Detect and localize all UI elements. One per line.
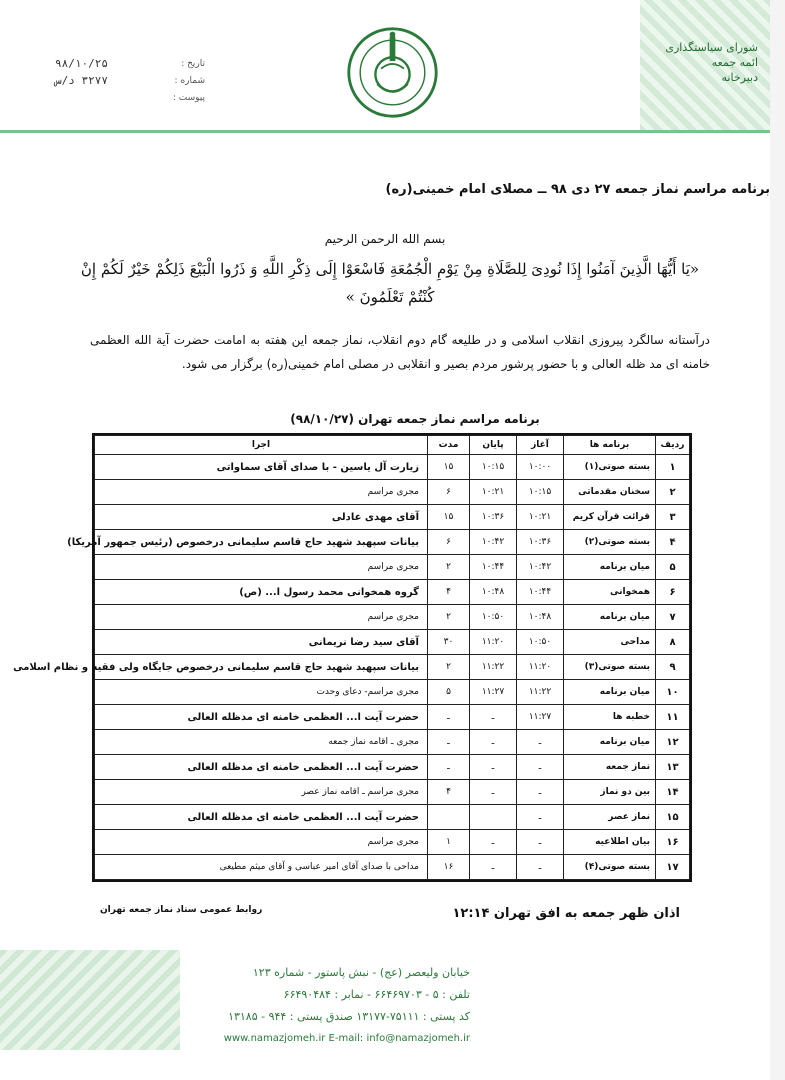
footer-web: www.namazjomeh.ir E-mail: info@namazjomeh.ir: [223, 1033, 470, 1044]
letterhead: [0, 0, 770, 140]
row-duration: ـ: [428, 755, 470, 780]
basmala: بسم الله الرحمن الرحیم: [324, 232, 446, 246]
row-end: ۱۰:۳۶: [470, 505, 517, 530]
row-end: ـ: [470, 780, 517, 805]
intro-paragraph: درآستانه سالگرد پیروزی انقلاب اسلامی و در طلیعه گام دوم انقلاب، نماز جمعه این هفته به امامت حضرت آیة الله العظمی خامنه ای مد ظله العالی و با حضور پرشور مردم بصیر و انقلابی در مصلی امام خمینی(ره) برگزار می شود.: [90, 333, 710, 371]
row-end: ـ: [470, 755, 517, 780]
row-start: ۱۰:۴۲: [517, 555, 564, 580]
row-duration: ۱: [428, 830, 470, 855]
row-radif: ۷: [656, 605, 690, 630]
attachment-label: پیوست :: [172, 92, 205, 103]
row-start: ۱۰:۱۵: [517, 480, 564, 505]
row-start: ۱۰:۴۸: [517, 605, 564, 630]
row-program: نماز عصر: [564, 805, 656, 830]
row-performer: مجری مراسم ـ اقامه نماز عصر: [95, 780, 428, 805]
row-performer: آقای سید رضا نریمانی: [95, 630, 428, 655]
row-start: ـ: [517, 855, 564, 880]
row-performer: مجری مراسم: [95, 605, 428, 630]
row-program: قرائت قرآن کریم: [564, 505, 656, 530]
footer-ornament: [0, 950, 180, 1050]
row-duration: ۶: [428, 530, 470, 555]
row-performer: مجری مراسم: [95, 480, 428, 505]
row-radif: ۱۳: [656, 755, 690, 780]
row-duration: ۵: [428, 680, 470, 705]
row-duration: ـ: [428, 705, 470, 730]
friday-prayer-emblem-icon: [345, 25, 440, 120]
row-performer: زیارت آل یاسین - با صدای آقای سماواتی: [95, 455, 428, 480]
table-row: [95, 680, 690, 705]
row-duration: ۲: [428, 655, 470, 680]
table-row: [95, 730, 690, 755]
row-start: ۱۰:۳۶: [517, 530, 564, 555]
row-end: [470, 805, 517, 830]
table-row: [95, 455, 690, 480]
row-duration: ۳۰: [428, 630, 470, 655]
row-duration: ۲: [428, 605, 470, 630]
row-performer: مجری مراسم- دعای وحدت: [95, 680, 428, 705]
row-start: ـ: [517, 730, 564, 755]
row-duration: ۶: [428, 480, 470, 505]
row-performer: مجری مراسم: [95, 555, 428, 580]
table-row: [95, 805, 690, 830]
row-duration: ۱۶: [428, 855, 470, 880]
row-radif: ۱۵: [656, 805, 690, 830]
org-line-1: شورای سیاستگذاری: [665, 41, 758, 54]
letter-meta: [55, 55, 205, 106]
row-program: میان برنامه: [564, 680, 656, 705]
row-duration: ۲: [428, 555, 470, 580]
table-row: [95, 480, 690, 505]
row-start: ۱۰:۴۴: [517, 580, 564, 605]
header-performer: اجرا: [95, 436, 428, 455]
row-start: ـ: [517, 755, 564, 780]
table-row: [95, 780, 690, 805]
row-radif: ۱۷: [656, 855, 690, 880]
date-label: تاریخ :: [181, 58, 205, 69]
row-radif: ۱۱: [656, 705, 690, 730]
row-radif: ۱۶: [656, 830, 690, 855]
header-end: پایان: [470, 436, 517, 455]
row-radif: ۲: [656, 480, 690, 505]
row-program: میان برنامه: [564, 605, 656, 630]
number-value: ۳۲۷۷ د/س: [55, 74, 108, 87]
row-radif: ۹: [656, 655, 690, 680]
row-duration: ۱۵: [428, 505, 470, 530]
table-title: برنامه مراسم نماز جمعه تهران (۹۸/۱۰/۲۷): [290, 412, 540, 426]
table-row: [95, 555, 690, 580]
schedule-table: [13, 433, 692, 882]
row-radif: ۶: [656, 580, 690, 605]
table-row: [95, 705, 690, 730]
row-performer: مداحی با صدای آقای امیر عباسی و آقای میثم مطیعی: [95, 855, 428, 880]
table-row: [95, 505, 690, 530]
row-program: سخنان مقدماتی: [564, 480, 656, 505]
row-radif: ۸: [656, 630, 690, 655]
row-duration: [428, 805, 470, 830]
row-end: ۱۰:۵۰: [470, 605, 517, 630]
footer-address: خیابان ولیعصر (عج) - نبش پاستور - شماره ۱۲۳: [252, 966, 470, 979]
row-program: همخوانی: [564, 580, 656, 605]
row-program: نماز جمعه: [564, 755, 656, 780]
row-performer: گروه همخوانی محمد رسول ا... (ص): [95, 580, 428, 605]
row-end: ـ: [470, 855, 517, 880]
row-radif: ۴: [656, 530, 690, 555]
row-radif: ۱۰: [656, 680, 690, 705]
row-start: ۱۰:۲۱: [517, 505, 564, 530]
org-line-3: دبیرخانه: [721, 71, 758, 84]
header-duration: مدت: [428, 436, 470, 455]
table-row: [95, 580, 690, 605]
row-end: ـ: [470, 730, 517, 755]
table-row: [95, 655, 690, 680]
page-edge: [770, 0, 785, 1080]
row-start: ـ: [517, 805, 564, 830]
organization-name: [648, 40, 758, 85]
number-label: شماره :: [174, 75, 205, 86]
row-end: ۱۰:۴۴: [470, 555, 517, 580]
table-row: [95, 830, 690, 855]
row-start: ـ: [517, 780, 564, 805]
row-program: بسته صوتی(۲): [564, 530, 656, 555]
row-program: مداحی: [564, 630, 656, 655]
date-value: ۹۸/۱۰/۲۵: [55, 57, 108, 70]
row-performer: مجری مراسم: [95, 830, 428, 855]
row-performer: حضرت آیت ا... العظمی خامنه ای مدظله العالی: [95, 755, 428, 780]
row-performer: مجری ـ اقامه نماز جمعه: [95, 730, 428, 755]
header-radif: ردیف: [656, 436, 690, 455]
row-end: ۱۰:۱۵: [470, 455, 517, 480]
row-end: ـ: [470, 705, 517, 730]
footer-contact: [200, 962, 470, 1050]
row-start: ـ: [517, 830, 564, 855]
row-performer: بیانات سپهبد شهید حاج قاسم سلیمانی درخصوص جایگاه ولی فقیه و نظام اسلامی: [95, 655, 428, 680]
row-duration: ۴: [428, 780, 470, 805]
row-start: ۱۰:۵۰: [517, 630, 564, 655]
row-radif: ۵: [656, 555, 690, 580]
header-program: برنامه ها: [564, 436, 656, 455]
row-duration: ـ: [428, 730, 470, 755]
table-row: [95, 855, 690, 880]
row-program: خطبه ها: [564, 705, 656, 730]
row-end: ۱۱:۲۷: [470, 680, 517, 705]
row-performer: حضرت آیت ا... العظمی خامنه ای مدظله العالی: [95, 705, 428, 730]
row-radif: ۳: [656, 505, 690, 530]
row-end: ۱۱:۲۲: [470, 655, 517, 680]
row-end: ـ: [470, 830, 517, 855]
table-row: [95, 605, 690, 630]
row-program: میان برنامه: [564, 730, 656, 755]
document-title: برنامه مراسم نماز جمعه ۲۷ دی ۹۸ ــ مصلای امام خمینی(ره): [385, 182, 770, 197]
quran-verse: «یَا أَیُّهَا الَّذِینَ آمَنُوا إِذَا نُودِیَ لِلصَّلَاةِ مِنْ یَوْمِ الْجُمُعَةِ فَاسْعَوْا إِلَی ذِکْرِ اللَّهِ وَ ذَرُوا الْبَیْعَ ذَلِکُمْ خَیْرٌ لَکُمْ إِنْ کُنْتُمْ تَعْلَمُونَ »: [80, 260, 700, 306]
footer-phone: تلفن : ۵ - ۶۶۴۶۹۷۰۳ - نمابر : ۶۶۴۹۰۴۸۴: [283, 988, 470, 1001]
row-performer: آقای مهدی عادلی: [95, 505, 428, 530]
org-line-2: ائمه جمعه: [711, 56, 758, 69]
row-radif: ۱۴: [656, 780, 690, 805]
row-end: ۱۰:۲۱: [470, 480, 517, 505]
row-start: ۱۱:۲۷: [517, 705, 564, 730]
row-program: بسته صوتی(۱): [564, 455, 656, 480]
row-end: ۱۰:۴۸: [470, 580, 517, 605]
table-row: [95, 630, 690, 655]
row-start: ۱۰:۰۰: [517, 455, 564, 480]
table-row: [95, 530, 690, 555]
row-radif: ۱: [656, 455, 690, 480]
footer-postal: کد پستی : ۷۵۱۱۱-۱۳۱۷۷ صندق پستی : ۹۴۴ - ۱۳۱۸۵: [228, 1010, 470, 1023]
row-start: ۱۱:۲۲: [517, 680, 564, 705]
row-performer: بیانات سپهبد شهید حاج قاسم سلیمانی درخصوص (رئیس جمهور آمریکا): [95, 530, 428, 555]
letterhead-divider: [0, 130, 770, 133]
row-end: ۱۰:۴۲: [470, 530, 517, 555]
row-duration: ۱۵: [428, 455, 470, 480]
row-program: بین دو نماز: [564, 780, 656, 805]
row-program: بسته صوتی(۴): [564, 855, 656, 880]
table-header-row: [95, 436, 690, 455]
row-duration: ۴: [428, 580, 470, 605]
header-start: آغاز: [517, 436, 564, 455]
azan-time: اذان ظهر جمعه به افق تهران ۱۲:۱۴: [452, 906, 680, 921]
row-performer: حضرت آیت ا... العظمی خامنه ای مدظله العالی: [95, 805, 428, 830]
row-radif: ۱۲: [656, 730, 690, 755]
table-row: [95, 755, 690, 780]
row-program: بسته صوتی(۳): [564, 655, 656, 680]
row-program: بیان اطلاعیه: [564, 830, 656, 855]
public-relations-note: روابط عمومی ستاد نماز جمعه تهران: [100, 905, 263, 915]
row-start: ۱۱:۲۰: [517, 655, 564, 680]
row-program: میان برنامه: [564, 555, 656, 580]
row-end: ۱۱:۲۰: [470, 630, 517, 655]
